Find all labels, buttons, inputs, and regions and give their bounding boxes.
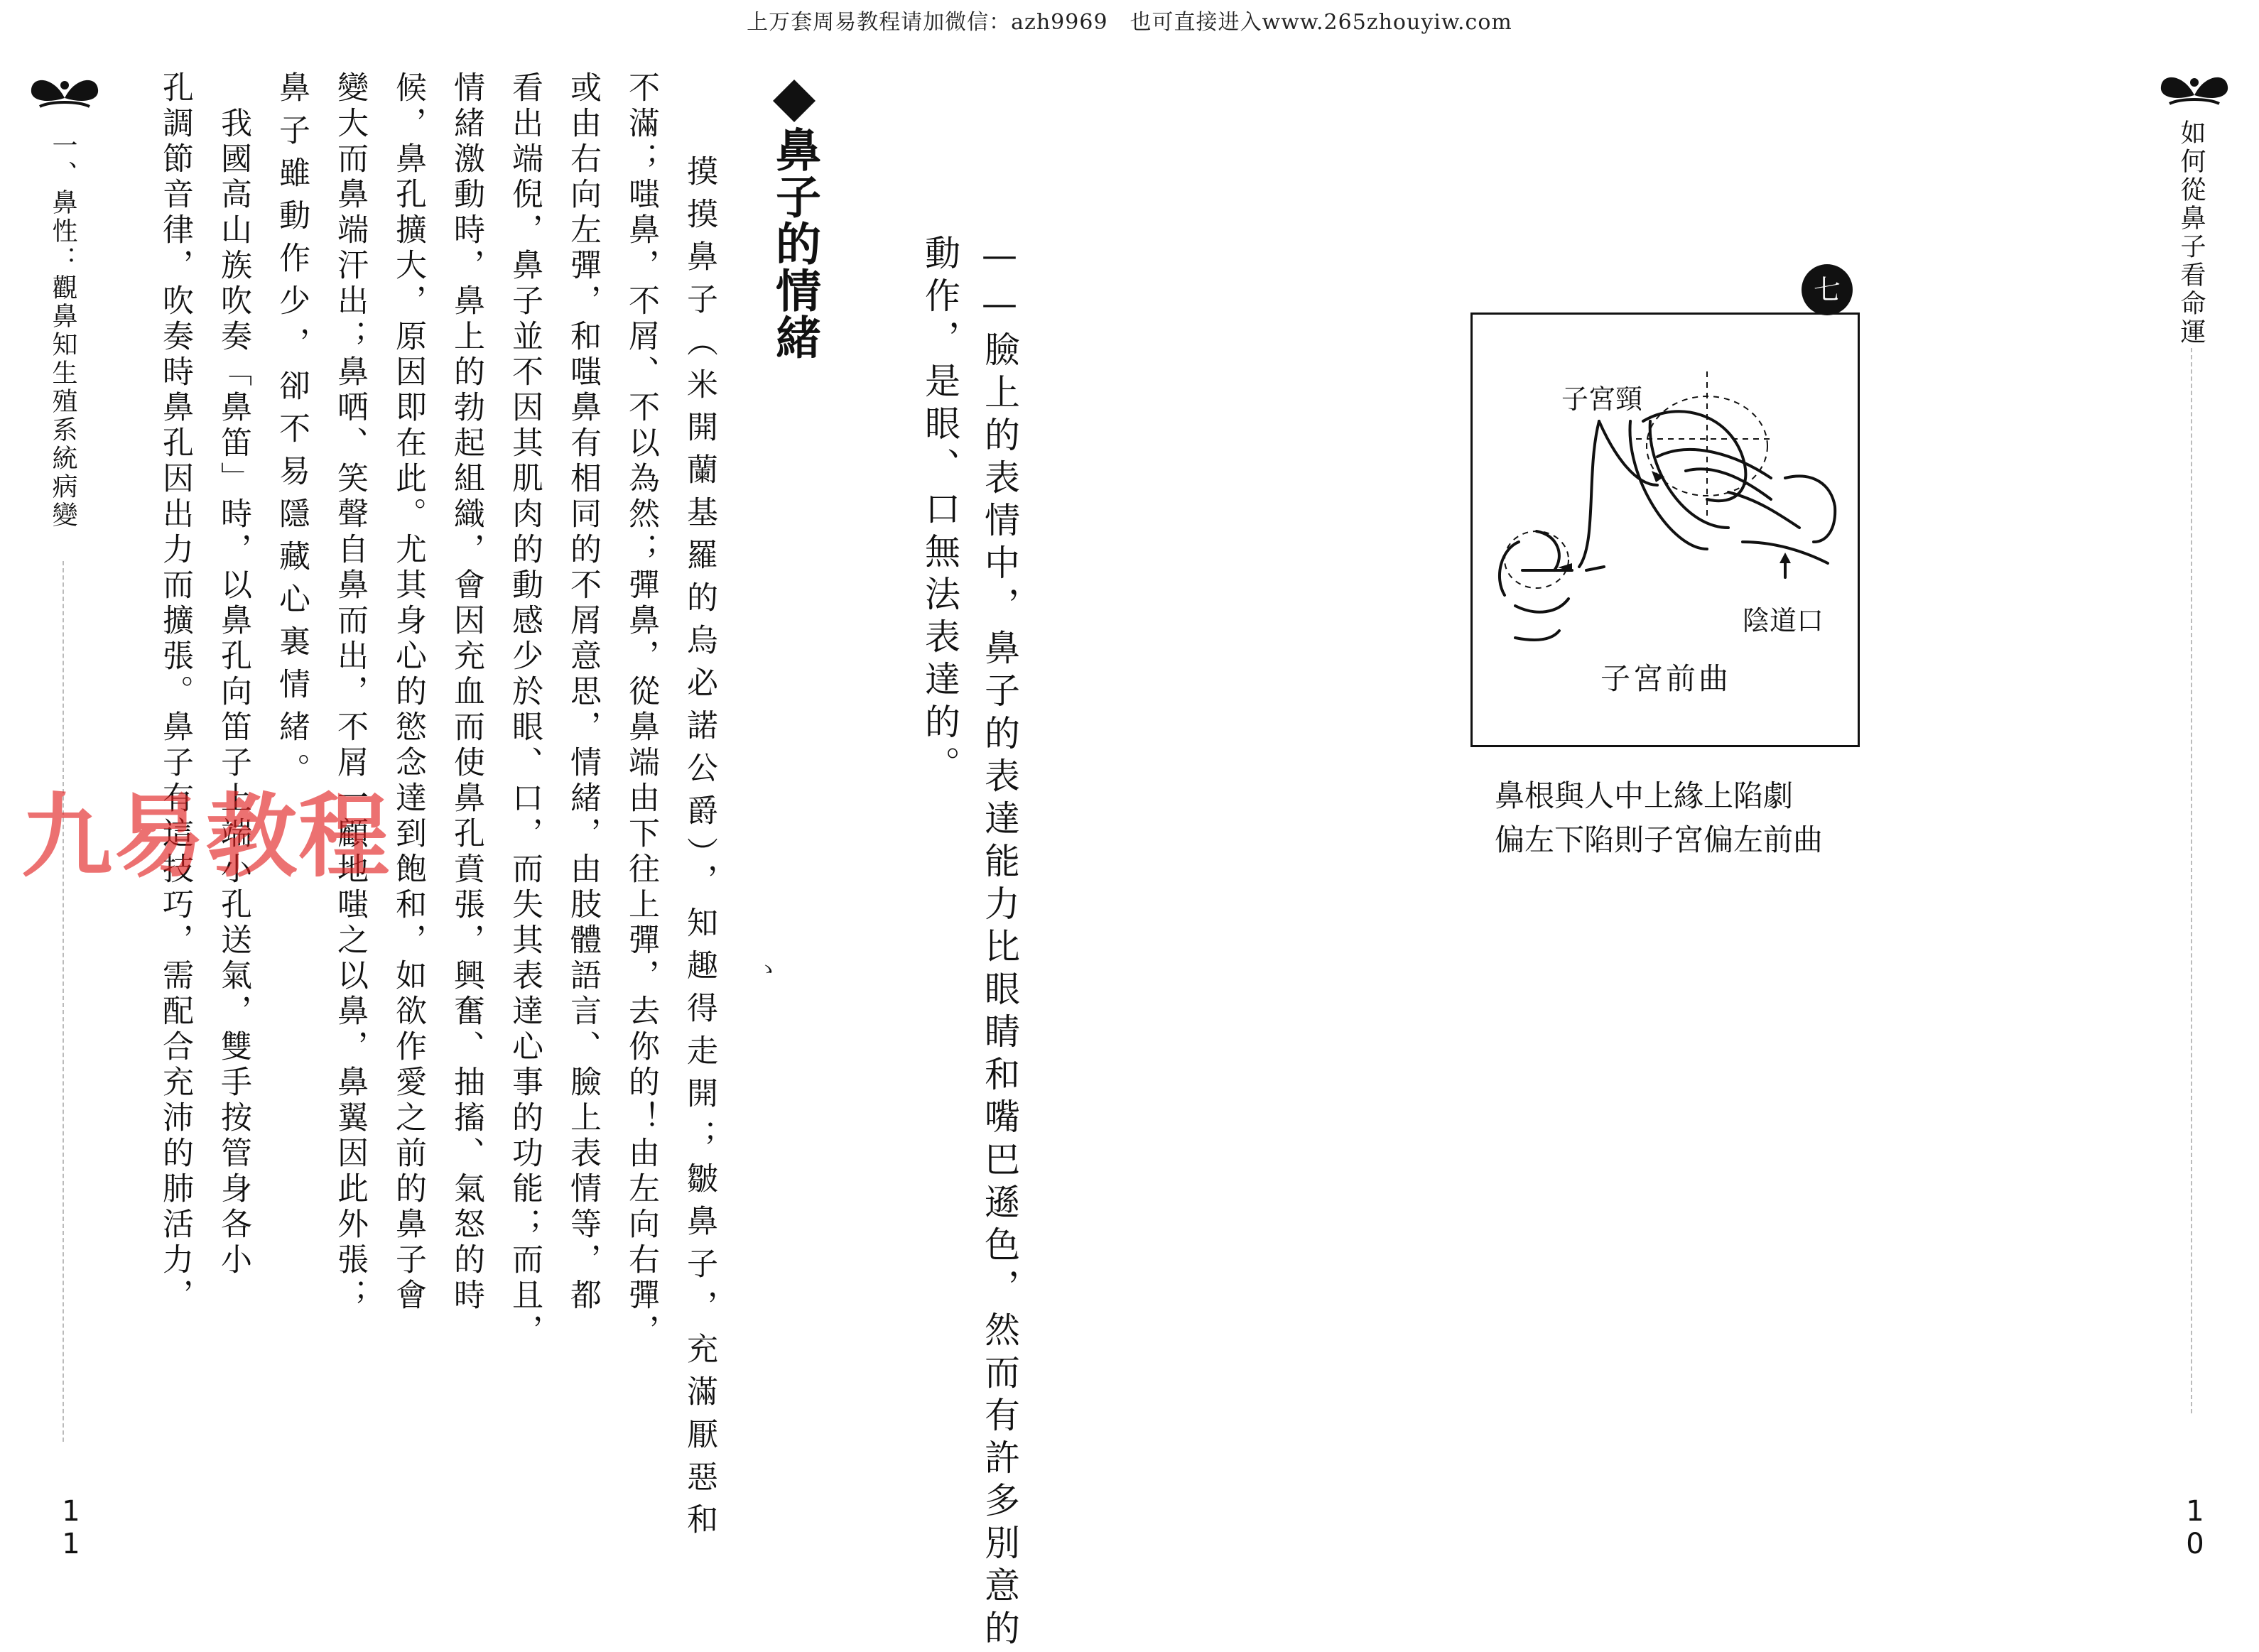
body-text-column: 孔調節音律，吹奏時鼻孔因出力而擴張。鼻子有這技巧，需配合充沛的肺活力， (157, 71, 193, 1314)
label-uterus-anteflexion: 子宮前曲 (1600, 661, 1732, 696)
figure-number-badge: 七 (1802, 264, 1853, 315)
caption-line: 偏左下陷則子宮偏左前曲 (1495, 822, 1824, 857)
section-title: 鼻子的情緒 (768, 126, 821, 361)
body-text-column: 鼻子雖動作少，卻不易隱藏心裏情緒。 (273, 71, 310, 795)
diamond-bullet-icon (771, 78, 817, 124)
body-text-column: 不滿；嗤鼻，不屑、不以為然；彈鼻，從鼻端由下往上彈，去你的！由左向右彈， (623, 71, 659, 1349)
body-text-column: 我國高山族吹奏「鼻笛」時，以鼻孔向笛子上端小孔送氣，雙手按管身各小 (215, 71, 251, 1278)
label-vagina-opening: 陰道口 (1743, 605, 1824, 636)
caption-line: 鼻根與人中上緣上陷劇 (1495, 778, 1794, 813)
body-text-column: 情緒激動時，鼻上的勃起組織，會因充血而使鼻孔賁張，興奮、抽搐、氣怒的時 (448, 71, 484, 1314)
running-title: 一、鼻性：觀鼻知生殖系統病變 (48, 132, 77, 530)
watermark-text: 九易教程 (21, 784, 391, 890)
body-text-column: 或由右向左彈，和嗤鼻有相同的不屑意思，情緒，由肢體語言、臉上表情等，都 (565, 71, 601, 1314)
anatomy-figure (1470, 313, 1860, 747)
label-cervix: 子宮頸 (1561, 384, 1643, 415)
body-text-column: ——臉上的表情中，鼻子的表達能力比眼睛和嘴巴遜色，然而有許多別意的 (979, 234, 1020, 1652)
section-heading (768, 78, 821, 361)
stray-mark: ゝ (757, 957, 779, 982)
body-text-column: 摸摸鼻子（米開蘭基羅的烏必諾公爵），知趣得走開；皺鼻子，充滿厭惡和 (681, 155, 717, 1545)
page-number: 10 (2179, 1495, 2211, 1560)
header-promo-text: 上万套周易教程请加微信：azh9969 也可直接进入www.265zhouyiw.com (747, 10, 1512, 35)
body-text-column: 候，鼻孔擴大，原因即在此。尤其身心的慾念達到飽和，如欲作愛之前的鼻子會 (390, 71, 426, 1314)
flourish-ornament-icon (2155, 67, 2233, 111)
margin-rule (2191, 348, 2192, 1413)
running-title: 如何從鼻子看命運 (2177, 119, 2206, 347)
body-text-column: 看出端倪，鼻子並不因其肌肉的動感少於眼、口，而失其表達心事的功能；而且， (506, 71, 543, 1349)
margin-rule (63, 561, 64, 1442)
page-number: 11 (55, 1495, 87, 1560)
body-text-column: 動作，是眼、口無法表達的。 (919, 234, 960, 788)
flourish-ornament-icon (26, 70, 104, 114)
body-text-column: 變大而鼻端汗出；鼻哂、笑聲自鼻而出，不屑一顧地嗤之以鼻，鼻翼因此外張； (332, 71, 368, 1314)
figure-caption (1495, 774, 1823, 862)
